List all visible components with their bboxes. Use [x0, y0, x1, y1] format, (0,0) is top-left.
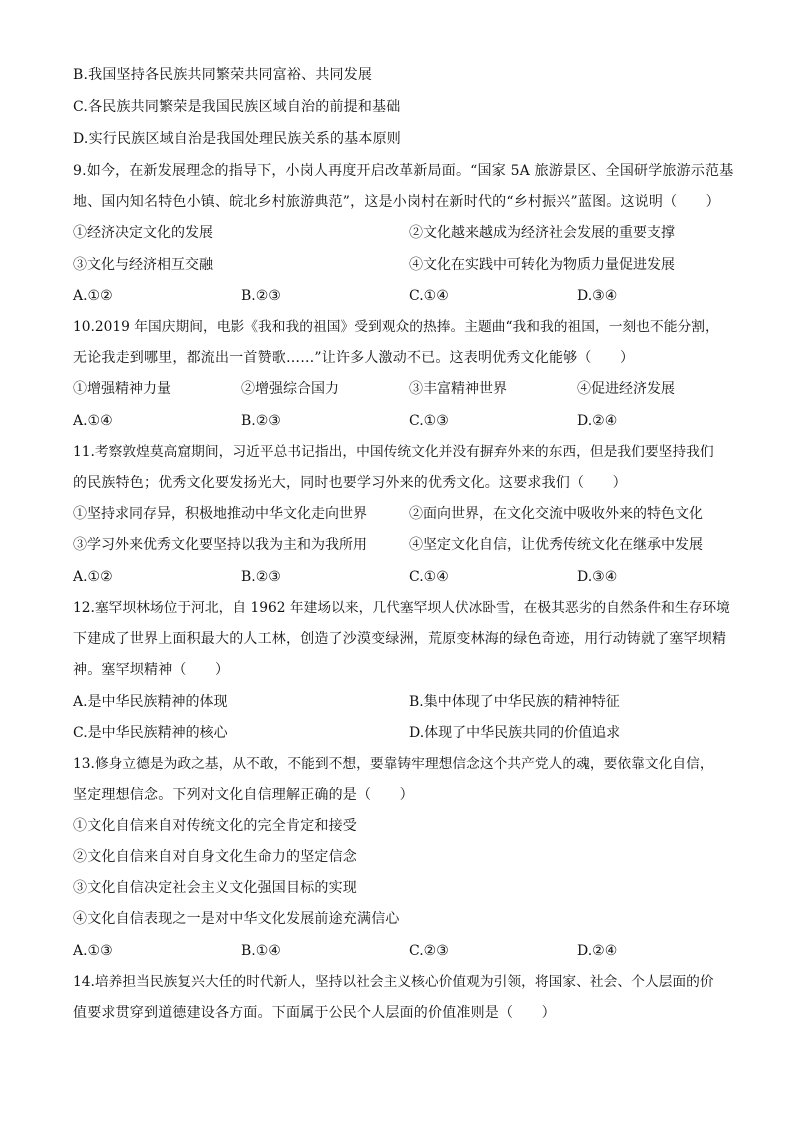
q9-statement-2: ②文化越来越成为经济社会发展的重要支撑 [409, 225, 675, 241]
q12-choice-a: A.是中华民族精神的体现 [73, 694, 228, 710]
q9-statement-4: ④文化在实践中可转化为物质力量促进发展 [409, 257, 675, 273]
q9-statement-1: ①经济决定文化的发展 [73, 225, 213, 241]
q13-choice-a: A.①③ [73, 943, 113, 959]
q8-option-d: D.实行民族区域自治是我国处理民族关系的基本原则 [73, 131, 401, 147]
q9-choice-d: D.③④ [577, 288, 618, 304]
q11-choice-d: D.③④ [577, 569, 618, 585]
q9-choices [73, 286, 733, 306]
q9-choice-b: B.②③ [241, 288, 281, 304]
q11-stem-line2: 的民族特色；优秀文化要发扬光大，同时也要学习外来的优秀文化。这要求我们（ ） [73, 475, 627, 491]
q10-statement-2: ②增强综合国力 [241, 381, 339, 397]
q11-statement-3: ③学习外来优秀文化要坚持以我为主和为我所用 [73, 537, 367, 553]
q11-statement-2: ②面向世界，在文化交流中吸收外来的特色文化 [409, 506, 703, 522]
q13-stem-line2: 坚定理想信念。下列对文化自信理解正确的是（ ） [73, 787, 414, 803]
q12-choices-row1 [73, 692, 733, 712]
q10-statement-4: ④促进经济发展 [577, 381, 675, 397]
q12-choice-d: D.体现了中华民族共同的价值追求 [409, 725, 621, 741]
q10-choices [73, 411, 733, 431]
q12-choice-c: C.是中华民族精神的核心 [73, 725, 228, 741]
q13-choice-d: D.②④ [577, 943, 618, 959]
q9-statements-row1 [73, 223, 733, 243]
q10-stem-line2: 无论我走到哪里，都流出一首赞歌……”让许多人激动不已。这表明优秀文化能够（ ） [73, 350, 635, 366]
q12-stem-line1: 12.塞罕坝林场位于河北，自 1962 年建场以来，几代塞罕坝人伏冰卧雪，在极其恶劣的自然条件和生存环境 [73, 600, 730, 616]
q10-choice-c: C.①③ [409, 413, 449, 429]
q11-choice-b: B.②③ [241, 569, 281, 585]
q12-stem-line3: 神。塞罕坝精神（ ） [73, 662, 230, 678]
q11-statement-4: ④坚定文化自信，让优秀传统文化在继承中发展 [409, 537, 703, 553]
q13-statement-2: ②文化自信来自对自身文化生命力的坚定信念 [73, 849, 357, 865]
q9-stem-line2: 地、国内知名特色小镇、皖北乡村旅游典范”，这是小岗村在新时代的“乡村振兴”蓝图。这说明（ ） [73, 194, 720, 210]
q12-choice-b: B.集中体现了中华民族的精神特征 [409, 694, 620, 710]
q8-option-b: B.我国坚持各民族共同繁荣共同富裕、共同发展 [73, 67, 373, 83]
q13-choice-c: C.②③ [409, 943, 449, 959]
q13-statement-3: ③文化自信决定社会主义文化强国目标的实现 [73, 880, 357, 896]
q10-statement-1: ①增强精神力量 [73, 381, 171, 397]
q13-stem-line1: 13.修身立德是为政之基，从不敢，不能到不想，要靠铸牢理想信念这个共产党人的魂，要依靠文化自信， [73, 756, 714, 772]
q10-stem-line1: 10.2019 年国庆期间，电影《我和我的祖国》受到观众的热捧。主题曲“我和我的祖国，一刻也不能分割， [73, 319, 719, 335]
q13-choices [73, 941, 733, 961]
q8-option-c: C.各民族共同繁荣是我国民族区域自治的前提和基础 [73, 99, 401, 115]
q9-choice-a: A.①② [73, 288, 113, 304]
q14-stem-line2: 值要求贯穿到道德建设各方面。下面属于公民个人层面的价值准则是（ ） [73, 1005, 556, 1021]
q10-statements [73, 379, 733, 399]
q10-statement-3: ③丰富精神世界 [409, 381, 507, 397]
q11-statements-row1 [73, 504, 733, 524]
q10-choice-d: D.②④ [577, 413, 618, 429]
q13-statement-1: ①文化自信来自对传统文化的完全肯定和接受 [73, 818, 357, 834]
q12-choices-row2 [73, 723, 733, 743]
q13-choice-b: B.①④ [241, 943, 281, 959]
q11-statements-row2 [73, 535, 733, 555]
q11-statement-1: ①坚持求同存异，积极地推动中华文化走向世界 [73, 506, 367, 522]
q14-stem-line1: 14.培养担当民族复兴大任的时代新人，坚持以社会主义核心价值观为引领，将国家、社会、个人层面的价 [73, 974, 714, 990]
q11-choice-a: A.①② [73, 569, 113, 585]
q13-statement-4: ④文化自信表现之一是对中华文化发展前途充满信心 [73, 911, 400, 927]
q10-choice-b: B.②③ [241, 413, 281, 429]
q11-stem-line1: 11.考察敦煌莫高窟期间，习近平总书记指出，中国传统文化并没有摒弃外来的东西，但是我们要坚持我们 [73, 444, 714, 460]
q9-statement-3: ③文化与经济相互交融 [73, 257, 213, 273]
q11-choice-c: C.①④ [409, 569, 449, 585]
q11-choices [73, 567, 733, 587]
q9-choice-c: C.①④ [409, 288, 449, 304]
q9-statements-row2 [73, 255, 733, 275]
q10-choice-a: A.①④ [73, 413, 113, 429]
q12-stem-line2: 下建成了世界上面积最大的人工林，创造了沙漠变绿洲，荒原变林海的绿色奇迹，用行动铸就了塞罕坝精 [73, 631, 727, 647]
q9-stem-line1: 9.如今，在新发展理念的指导下，小岗人再度开启改革新局面。“国家 5A 旅游景区、全国研学旅游示范基 [73, 163, 734, 179]
